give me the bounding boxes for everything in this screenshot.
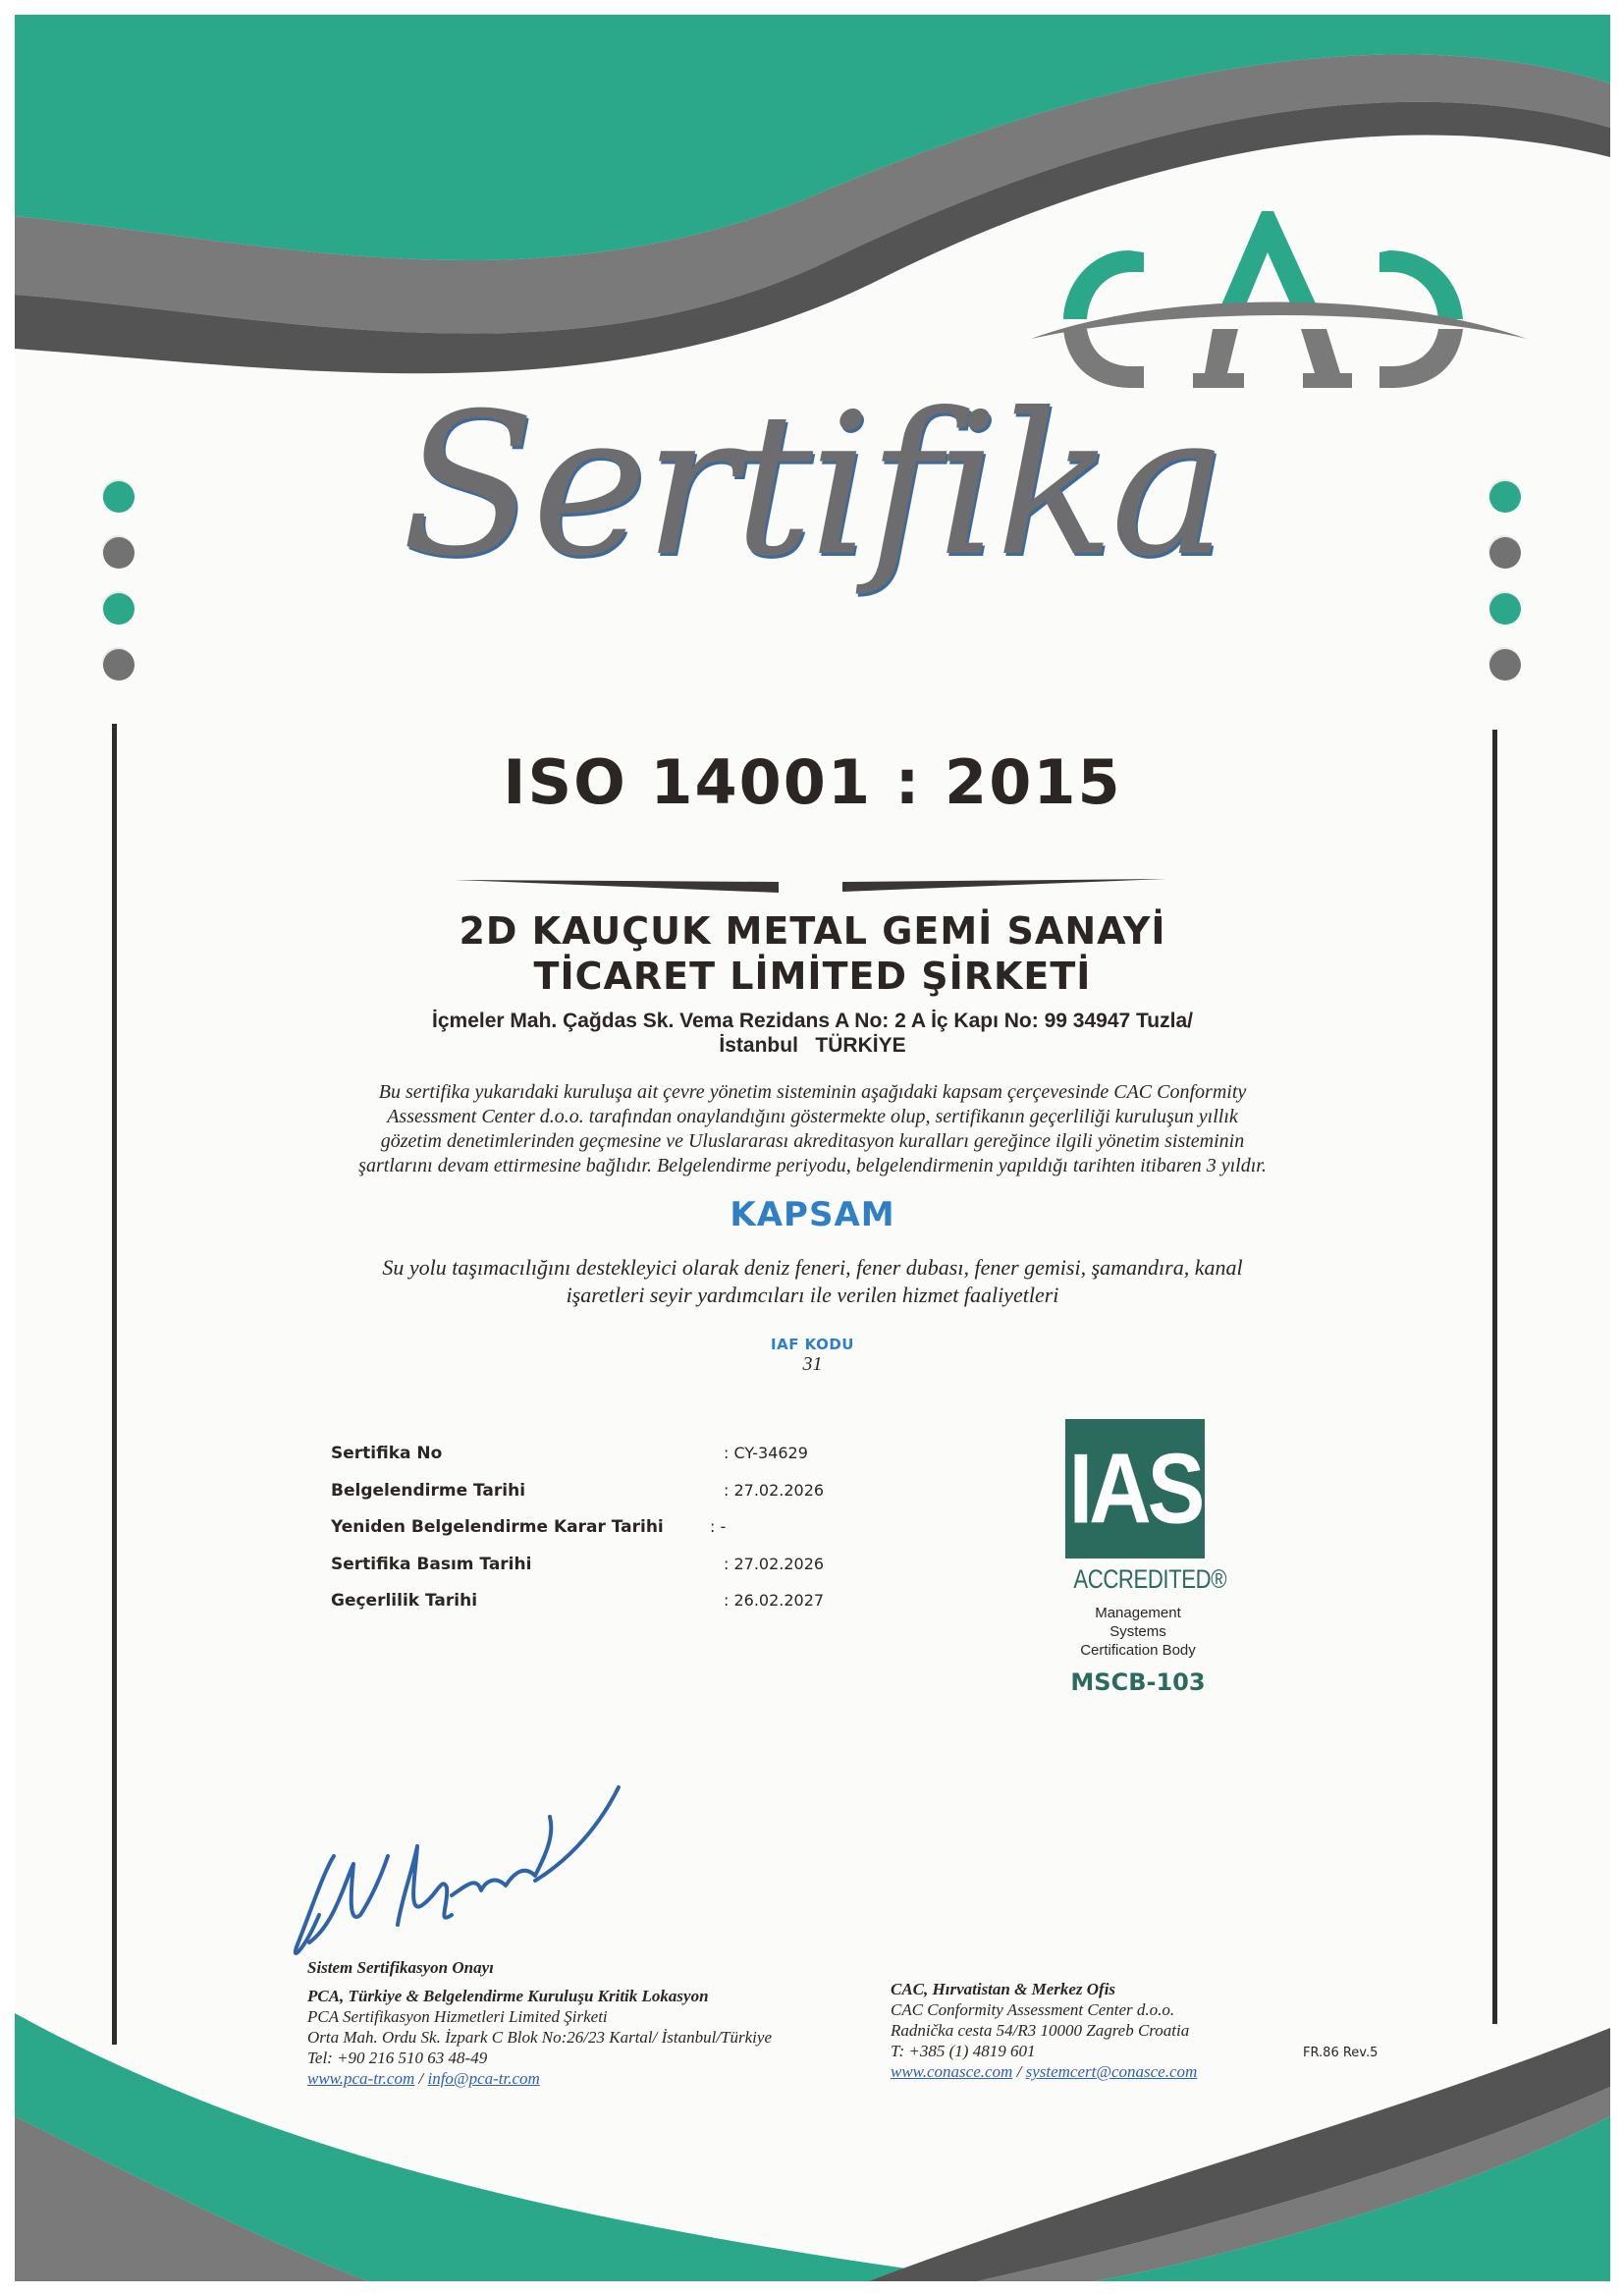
form-code: FR.86 Rev.5 [1303,2046,1379,2060]
pca-company: PCA Sertifikasyon Hizmetleri Limited Şirketi [307,2007,608,2026]
scope-line: işaretleri seyir yardımcıları ile verilen hizmet faaliyetleri [566,1283,1059,1307]
company-address-line2: İstanbul TÜRKİYE [719,1034,906,1057]
detail-row-certificate-no [331,1444,881,1481]
company-address-line1: İçmeler Mah. Çağdas Sk. Vema Rezidans A No: 2 A İç Kapı No: 99 34947 Tuzla/ [432,1010,1193,1032]
detail-row-recertification-decision-date [331,1517,881,1555]
pca-title: PCA, Türkiye & Belgelendirme Kuruluşu Kritik Lokasyon [307,1987,709,2005]
teal-dot-icon [1489,481,1521,513]
grey-dot-icon [103,537,135,569]
scope-heading: KAPSAM [730,1195,895,1234]
statement-line: gözetim denetimlerinden geçmesine ve Uluslararası akreditasyon kuralları gereğince ilgili yönetim sisteminin [380,1130,1245,1152]
detail-row-certification-date [331,1481,881,1518]
cac-title: CAC, Hırvatistan & Merkez Ofis [891,1980,1116,1998]
detail-label: Yeniden Belgelendirme Karar Tarihi [331,1517,664,1537]
detail-label: Belgelendirme Tarihi [331,1480,526,1501]
divider-swoosh-left [455,879,779,893]
detail-value: : - [710,1517,727,1536]
ias-subtitle [1050,1604,1226,1660]
grey-dot-icon [103,649,135,681]
approval-label: Sistem Sertifikasyon Onayı [307,1958,494,1977]
teal-dot-icon [103,593,135,625]
scope-line: Su yolu taşımacılığını destekleyici olarak deniz feneri, fener dubası, fener gemisi, şamandıra, kanal [382,1255,1243,1280]
iaf-code-label: IAF KODU [771,1336,854,1353]
ias-mark-text: IAS [1068,1432,1202,1545]
link-separator: / [414,2069,428,2088]
link-separator: / [1012,2062,1026,2081]
company-address [15,1009,1610,1058]
statement-line: Assessment Center d.o.o. tarafından onaylandığını göstermekte olup, sertifikanın geçerliliği kuruluşun yıllık [387,1106,1238,1127]
cac-company: CAC Conformity Assessment Center d.o.o. [891,2000,1175,2019]
detail-value: : 27.02.2026 [724,1554,825,1573]
certificate-title: Sertifika [401,371,1224,600]
pca-website-link[interactable]: www.pca-tr.com [307,2069,415,2088]
ias-accredited-label: ACCREDITED® [1073,1564,1227,1594]
certificate-statement [191,1080,1434,1178]
grey-dot-icon [1489,649,1521,681]
pca-address: Orta Mah. Ordu Sk. İzpark C Blok No:26/23 Kartal/ İstanbul/Türkiye [307,2028,772,2047]
ias-accreditation-code: MSCB-103 [1070,1668,1206,1696]
detail-value: : 27.02.2026 [724,1480,825,1500]
pca-links [307,2068,896,2089]
left-dot-column [103,481,135,705]
detail-value: : 26.02.2027 [724,1591,825,1610]
cac-email-link[interactable]: systemcert@conasce.com [1025,2062,1198,2081]
signature-icon [280,1777,633,1964]
ias-subtitle-line: Management [1095,1605,1181,1621]
detail-label: Geçerlilik Tarihi [331,1591,478,1611]
scope-text [270,1254,1355,1309]
pca-phone: Tel: +90 216 510 63 48-49 [307,2049,488,2067]
pca-email-link[interactable]: info@pca-tr.com [427,2069,540,2088]
detail-value: : CY-34629 [724,1444,808,1462]
certificate-details [331,1444,881,1628]
cac-address: Radnička cesta 54/R3 10000 Zagreb Croatia [891,2021,1190,2040]
footer-cac-contact [891,1979,1480,2082]
company-name [15,908,1610,999]
detail-label: Sertifika No [331,1444,443,1463]
cac-website-link[interactable]: www.conasce.com [891,2062,1013,2081]
divider-swoosh-right [842,879,1166,893]
iaf-code-value: 31 [802,1353,823,1375]
company-name-line1: 2D KAUÇUK METAL GEMİ SANAYİ [459,909,1166,953]
right-dot-column [1489,481,1521,705]
footer-pca-contact [307,1957,896,2089]
statement-line: şartlarını devam ettirmesine bağlıdır. Belgelendirme periyodu, belgelendirmenin yapıldığı tarihten itibaren 3 yıldır. [358,1155,1267,1176]
certificate-page [15,15,1610,2281]
teal-dot-icon [103,481,135,513]
ias-subtitle-line: Certification Body [1080,1642,1196,1659]
company-name-line2: TİCARET LİMİTED ŞİRKETİ [533,955,1092,998]
teal-dot-icon [1489,593,1521,625]
grey-dot-icon [1489,537,1521,569]
detail-row-validity-date [331,1591,881,1628]
ias-subtitle-line: Systems [1109,1623,1166,1640]
cac-logo-icon [1016,191,1546,388]
detail-row-print-date [331,1555,881,1592]
cac-phone: T: +385 (1) 4819 601 [891,2042,1036,2060]
detail-label: Sertifika Basım Tarihi [331,1554,532,1574]
statement-line: Bu sertifika yukarıdaki kuruluşa ait çevre yönetim sisteminin aşağıdaki kapsam çerçevesinde CAC Conformity [378,1081,1247,1103]
ias-logo-icon [1065,1419,1205,1558]
cac-links [891,2061,1480,2082]
iso-standard: ISO 14001 : 2015 [503,746,1122,818]
